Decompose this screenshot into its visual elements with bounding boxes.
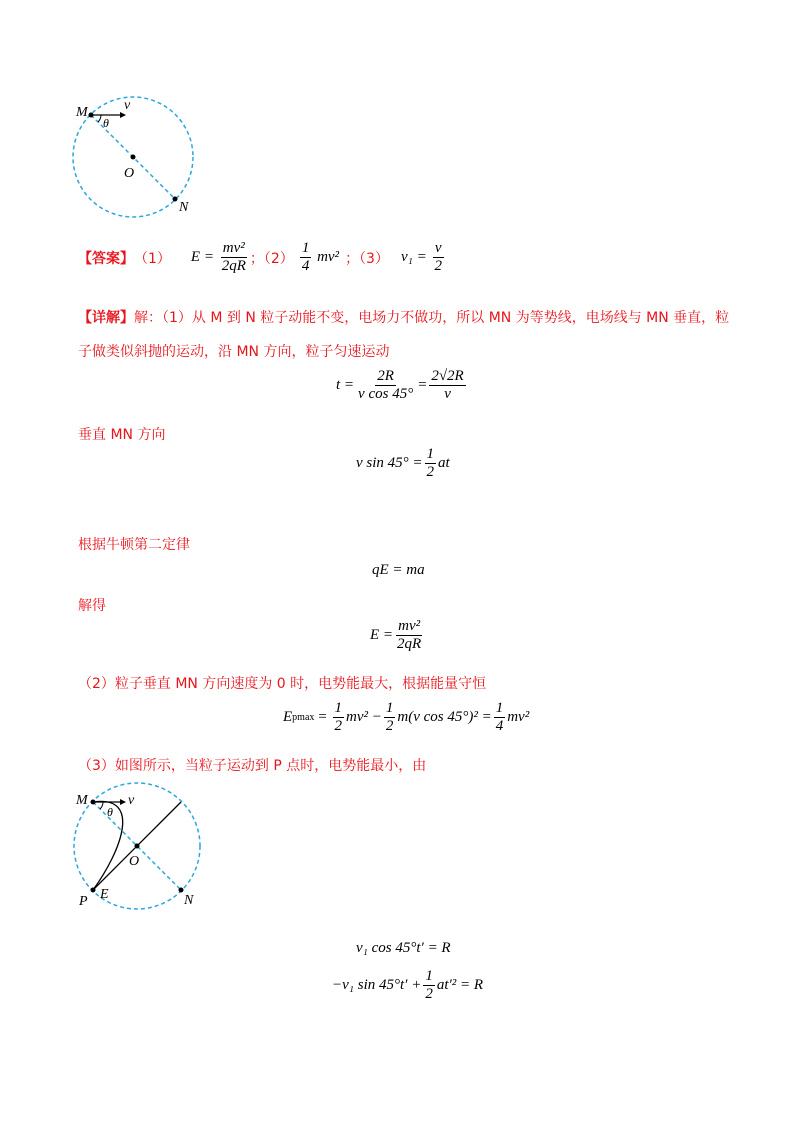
detail-line-1: 【详解】解：（1）从 M 到 N 粒子动能不变，电场力不做功，所以 MN 为等势线，电场线与 MN 垂直，粒 [78, 310, 730, 326]
answer-row [78, 240, 446, 276]
answer-part3-label: ；（3） [345, 250, 389, 267]
answer-eq1: E = $\frac{\text{mv²}}{2qR}$ [190, 240, 246, 275]
answer-eq2: $\frac{1}{4}$ mv² [301, 240, 340, 275]
label-v: v [128, 793, 135, 808]
label-N: N [179, 200, 189, 215]
eq-E: E = $\frac{\text{mv²}}{2qR}$ [370, 618, 422, 653]
label-N: N [184, 893, 194, 908]
answer-part1-label: （1） [134, 250, 171, 267]
angle-arc [98, 115, 101, 122]
answer-bracket: 【答案】 [78, 250, 134, 267]
final-eq-2: −v₁ sin 45°t′ + $\frac{1}{2}$ at′² = R [332, 968, 484, 1003]
part2-text: （2）粒子垂直 MN 方向速度为 0 时，电势能最大，根据能量守恒 [78, 676, 487, 692]
eq-time: t = $\frac{2R}{\text{v cos 45°}}$ = $\frac{2√2R}{v}$ [336, 368, 464, 403]
point-P [91, 888, 96, 893]
angle-arc [100, 802, 103, 809]
label-P: P [79, 894, 88, 909]
perp-label: 垂直 MN 方向 [78, 427, 166, 443]
detail-line-2: 子做类似斜抛的运动，沿 MN 方向，粒子匀速运动 [78, 344, 390, 360]
figure-circle-1 [60, 85, 210, 220]
answer-eq3: v₁ = $\frac{v}{2}$ [400, 240, 442, 275]
point-O [135, 844, 140, 849]
figure-circle-2 [62, 780, 212, 915]
label-O: O [129, 854, 140, 869]
label-M: M [76, 105, 88, 120]
eq-newton: qE = ma [372, 562, 425, 578]
point-N [179, 888, 184, 893]
label-theta: θ [103, 116, 109, 130]
detail-bracket: 【详解】 [78, 310, 134, 326]
eq-energy: E pmax = $\frac{1}{2}$ mv² − $\frac{1}{2}$ m(v cos 45°)² = $\frac{1}{4}$ mv² [283, 700, 530, 735]
eq-perp: v sin 45° = $\frac{1}{2}$ at [356, 446, 450, 481]
label-theta: θ [107, 805, 113, 819]
label-M: M [76, 793, 88, 808]
label-E: E [100, 887, 109, 902]
point-O [131, 155, 136, 160]
final-eq-1: v₁ cos 45°t′ = R [356, 940, 451, 956]
label-O: O [124, 166, 135, 181]
answer-part2-label: ；（2） [249, 250, 294, 267]
solve-label: 解得 [78, 598, 106, 614]
label-v: v [124, 98, 131, 113]
part3-text: （3）如图所示，当粒子运动到 P 点时，电势能最小，由 [78, 758, 427, 774]
newton-label: 根据牛顿第二定律 [78, 537, 190, 553]
arrow-head-icon [120, 799, 126, 805]
point-N [173, 197, 178, 202]
